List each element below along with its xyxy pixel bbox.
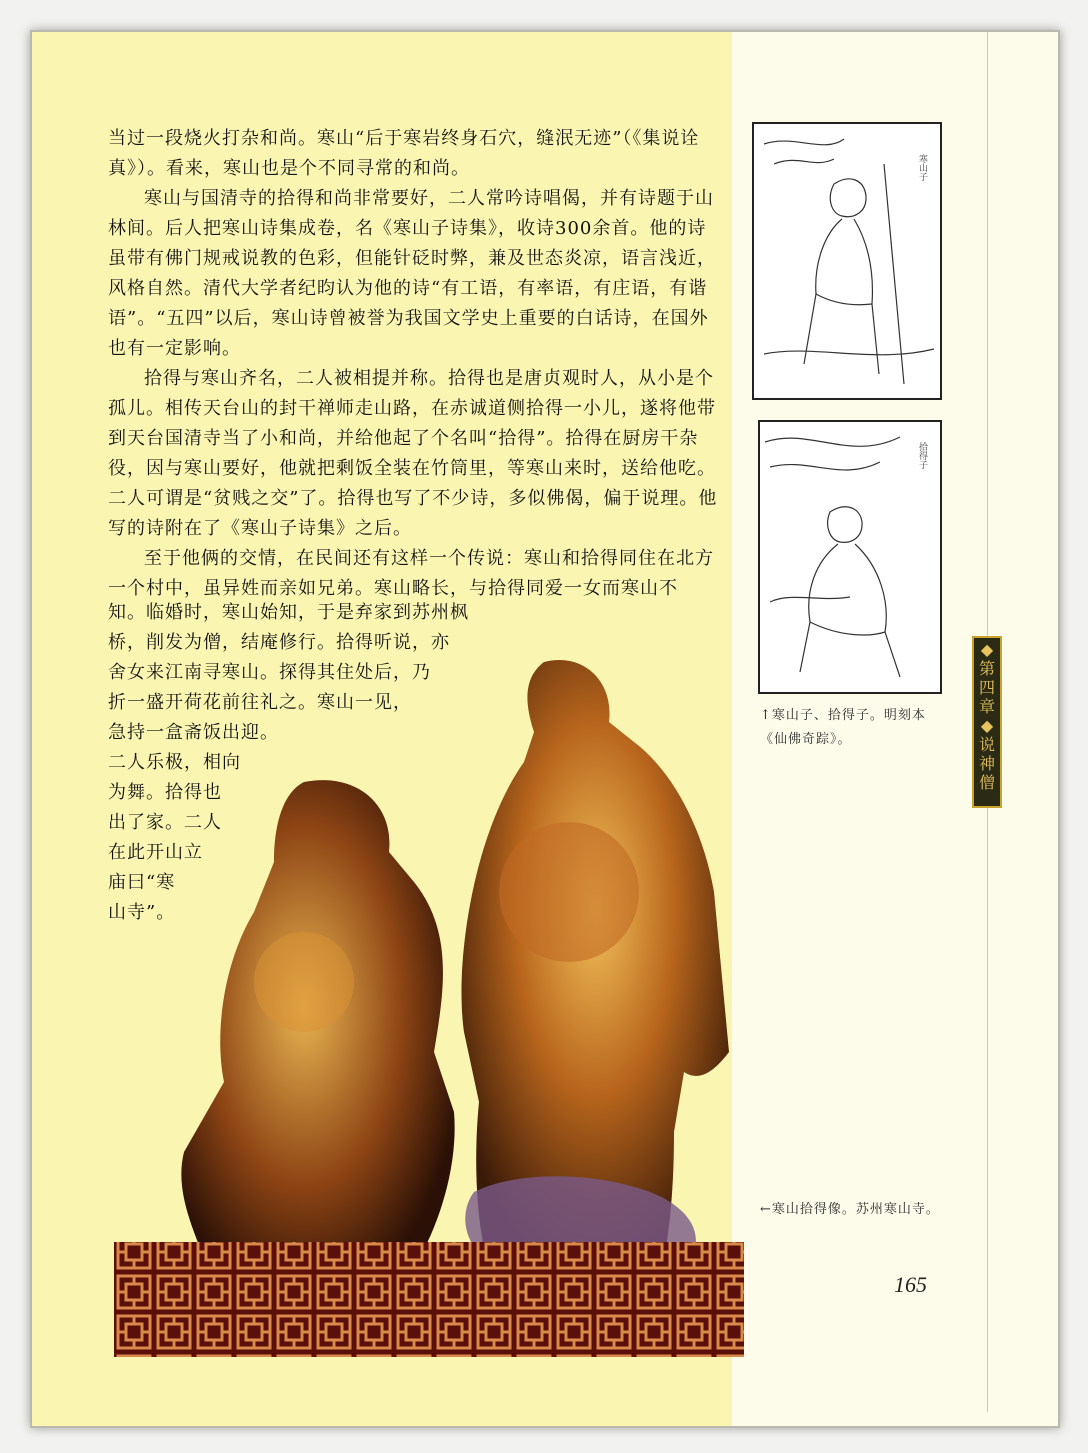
main-text [108, 124, 723, 604]
paragraph: 当过一段烧火打杂和尚。寒山“后于寒岩终身石穴，缝泯无迹”（《集说诠真》）。看来，寒山也是个不同寻常的和尚。 [108, 128, 700, 179]
tab-char: 说 [978, 735, 995, 754]
tab-char: 章 [978, 697, 995, 716]
paragraph: 寒山与国清寺的拾得和尚非常要好，二人常吟诗唱偈，并有诗题于山林间。后人把寒山诗集成卷，名《寒山子诗集》，收诗300余首。他的诗虽带有佛门规戒说教的色彩，但能针砭时弊，兼及世态炎凉，语言浅近，风格自然。清代大学者纪昀认为他的诗“有工语，有率语，有庄语，有谐语”。“五四”以后，寒山诗曾被誉为我国文学史上重要的白话诗，在国外也有一定影响。 [108, 188, 716, 359]
tab-char: 神 [978, 754, 995, 773]
woodcut-shide [758, 420, 942, 694]
text-line: 二人乐极，相向 [108, 752, 241, 773]
text-line: 为舞。拾得也 [108, 782, 222, 803]
text-line: 折一盛开荷花前往礼之。寒山一见， [108, 692, 412, 713]
paragraph: 拾得与寒山齐名，二人被相提并称。拾得也是唐贞观时人，从小是个孤儿。相传天台山的封干禅师走山路，在赤诚道侧拾得一小儿，遂将他带到天台国清寺当了小和尚，并给他起了个名叫“拾得”。拾得在厨房干杂役，因与寒山要好，他就把剩饭全装在竹筒里，等寒山来时，送给他吃。二人可谓是“贫贱之交”了。拾得也写了不少诗，多似佛偈，偏于说理。他写的诗附在了《寒山子诗集》之后。 [108, 368, 718, 539]
text-line: 知。临婚时，寒山始知，于是弃家到苏州枫 [108, 602, 469, 623]
chapter-tab [972, 636, 1002, 808]
wrapped-text [108, 598, 608, 928]
text-line: 桥，削发为僧，结庵修行。拾得听说，亦 [108, 632, 450, 653]
woodcut-label: 寒山子 [917, 154, 927, 181]
tab-char: ◆ [980, 716, 994, 735]
text-line: 出了家。二人 [108, 812, 222, 833]
book-page [30, 30, 1060, 1428]
text-line: 舍女来江南寻寒山。探得其住处后，乃 [108, 662, 431, 683]
tab-char: 僧 [978, 773, 995, 792]
statue-caption: ←寒山拾得像。苏州寒山寺。 [760, 1202, 940, 1217]
tab-char: 四 [978, 678, 995, 697]
woodcut-label: 拾得子 [917, 442, 927, 469]
text-line: 急持一盒斋饭出迎。 [108, 722, 279, 743]
tab-char: ◆ [980, 640, 994, 659]
text-line: 在此开山立 [108, 842, 203, 863]
text-line: 山寺”。 [108, 902, 176, 923]
paragraph: 至于他俩的交情，在民间还有这样一个传说：寒山和拾得同住在北方一个村中，虽异姓而亲如兄弟。寒山略长，与拾得同爱一女而寒山不 [108, 548, 714, 599]
page-number: 165 [894, 1272, 927, 1297]
woodcut-caption: ↑寒山子、拾得子。明刻本《仙佛奇踪》。 [760, 708, 926, 747]
text-line: 庙曰“寒 [108, 872, 176, 893]
tab-char: 第 [978, 659, 995, 678]
woodcut-hanshan [752, 122, 942, 400]
